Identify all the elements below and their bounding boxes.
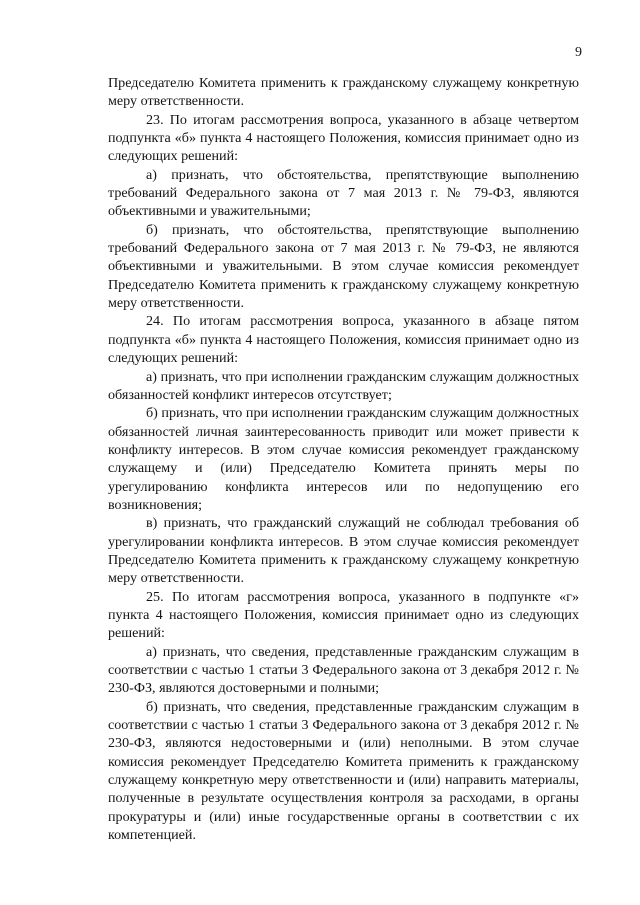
paragraph-23: 23. По итогам рассмотрения вопроса, указанного в абзаце четвертом подпункта «б» пункта 4 настоящего Положения, комиссия принимает одно из следующих решений: [108,111,579,165]
paragraph-23-b: б) признать, что обстоятельства, препятствующие выполнению требований Федерального закона от 7 мая 2013 г. № 79-ФЗ, не являются объективными и уважительными. В этом случае комиссия рекомендует Председателю Комитета применить к гражданскому служащему конкретную меру ответственности. [108,221,579,312]
document-body [108,74,579,844]
paragraph-25-a: а) признать, что сведения, представленные гражданским служащим в соответствии с частью 1 статьи 3 Федерального закона от 3 декабря 2012 г. № 230-ФЗ, являются достоверными и полными; [108,643,579,697]
paragraph-23-a: а) признать, что обстоятельства, препятствующие выполнению требований Федерального закона от 7 мая 2013 г. № 79-ФЗ, являются объективными и уважительными; [108,166,579,220]
paragraph-25: 25. По итогам рассмотрения вопроса, указанного в подпункте «г» пункта 4 настоящего Положения, комиссия принимает одно из следующих решений: [108,588,579,642]
page-number: 9 [575,45,582,60]
paragraph-25-b: б) признать, что сведения, представленные гражданским служащим в соответствии с частью 1 статьи 3 Федерального закона от 3 декабря 2012 г. № 230-ФЗ, являются недостоверными и (или) неполными. В этом случае комиссия рекомендует Председателю Комитета применить к гражданскому служащему конкретную меру ответственности и (или) направить материалы, полученные в результате осуществления контроля за расходами, в органы прокуратуры и (или) иные государственные органы в соответствии с их компетенцией. [108,698,579,844]
paragraph-24-b: б) признать, что при исполнении гражданским служащим должностных обязанностей личная заинтересованность приводит или может привести к конфликту интересов. В этом случае комиссия рекомендует гражданскому служащему и (или) Председателю Комитета принять меры по урегулированию конфликта интересов или по недопущению его возникновения; [108,405,579,513]
paragraph-24-a: а) признать, что при исполнении гражданским служащим должностных обязанностей конфликт интересов отсутствует; [108,368,579,403]
paragraph-24-c: в) признать, что гражданский служащий не соблюдал требования об урегулировании конфликта интересов. В этом случае комиссия рекомендует Председателю Комитета применить к гражданскому служащему конкретную меру ответственности. [108,515,579,587]
paragraph-24: 24. По итогам рассмотрения вопроса, указанного в абзаце пятом подпункта «б» пункта 4 настоящего Положения, комиссия принимает одно из следующих решений: [108,313,579,367]
paragraph-continuation: Председателю Комитета применить к гражданскому служащему конкретную меру ответственности. [108,75,579,110]
